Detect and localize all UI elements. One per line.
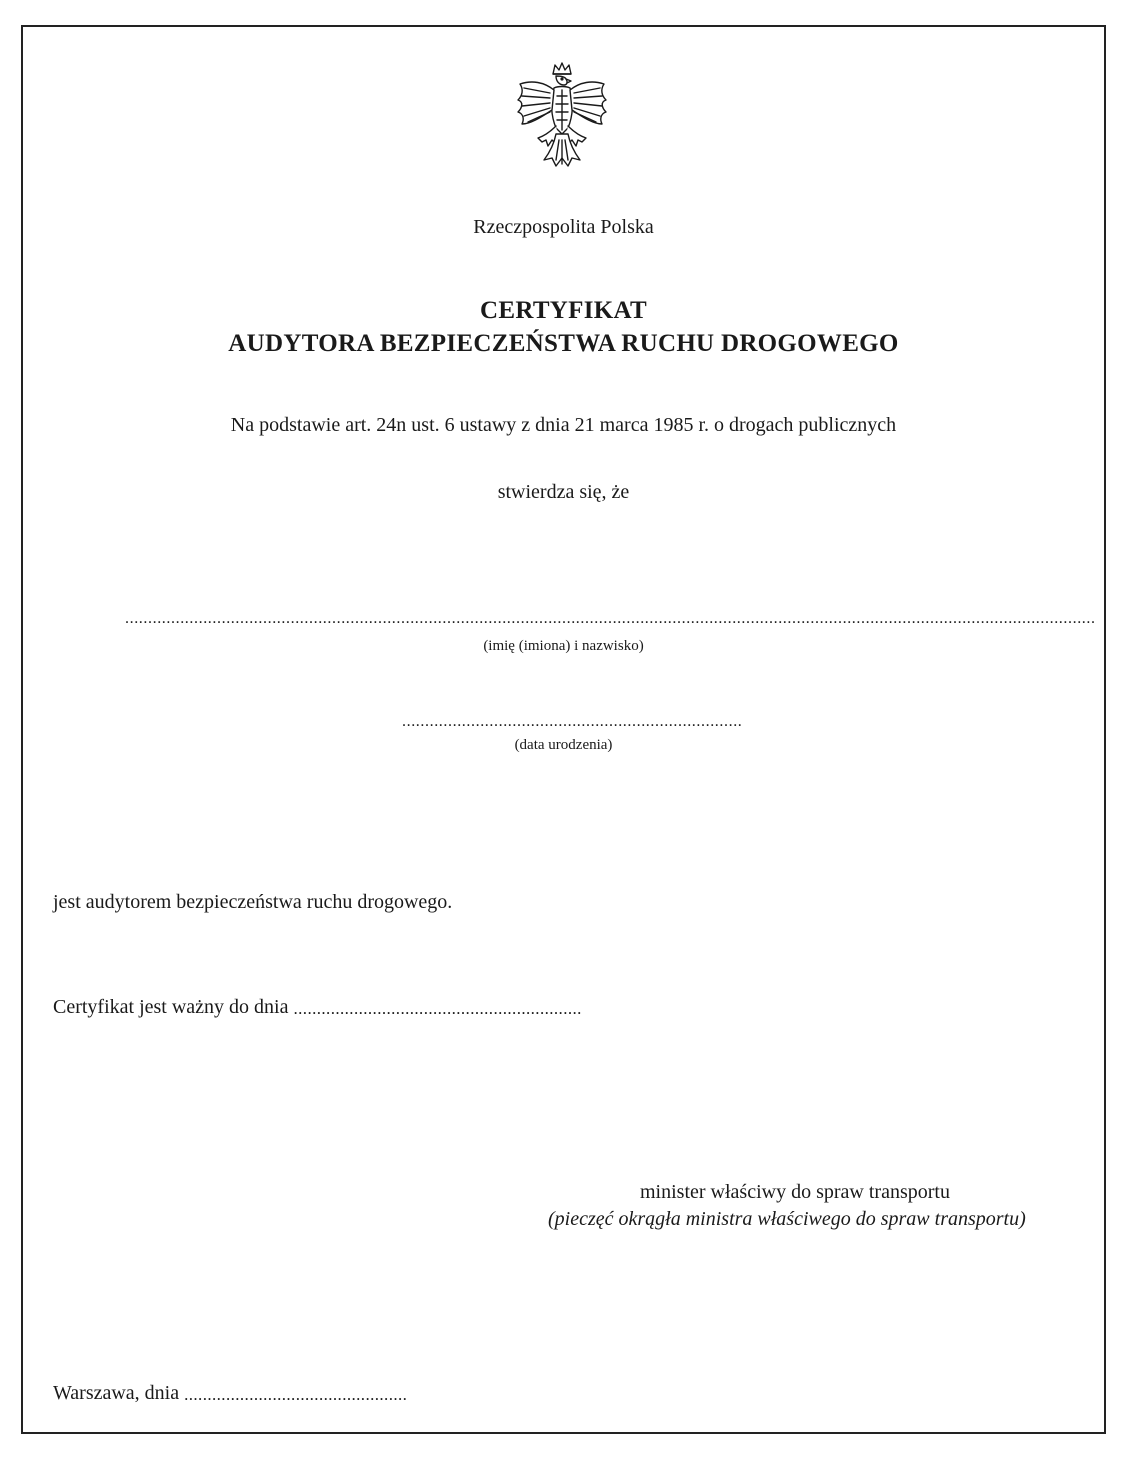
birth-date-caption: (data urodzenia) [514, 737, 613, 753]
polish-white-eagle-emblem-icon [510, 60, 614, 172]
name-field-caption: (imię (imiona) i nazwisko) [483, 638, 644, 654]
issuer-signature-label: minister właściwy do spraw transportu [640, 1181, 950, 1203]
name-field[interactable]: ................................................................................................................................................................................................................... [125, 610, 1096, 627]
validity-line [53, 996, 582, 1019]
issue-date-field[interactable]: ................................................ [184, 1385, 408, 1404]
confirmation-text: stwierdza się, że [497, 481, 630, 503]
document-subtitle: AUDYTORA BEZPIECZEŃSTWA RUCHU DROGOWEGO [228, 330, 899, 357]
birth-date-field[interactable]: .......................................................................... [402, 713, 743, 730]
place-date-line [53, 1382, 408, 1405]
place-label: Warszawa, dnia [53, 1382, 180, 1404]
document-title: CERTYFIKAT [480, 297, 647, 324]
validity-label: Certyfikat jest ważny do dnia [53, 996, 289, 1018]
legal-basis-text: Na podstawie art. 24n ust. 6 ustawy z dnia 21 marca 1985 r. o drogach publicznych [230, 414, 897, 436]
seal-note: (pieczęć okrągła ministra właściwego do spraw transportu) [548, 1208, 1026, 1230]
auditor-status-text: jest audytorem bezpieczeństwa ruchu drogowego. [53, 891, 453, 913]
country-name: Rzeczpospolita Polska [473, 216, 654, 238]
validity-date-field[interactable]: .............................................................. [293, 999, 582, 1018]
